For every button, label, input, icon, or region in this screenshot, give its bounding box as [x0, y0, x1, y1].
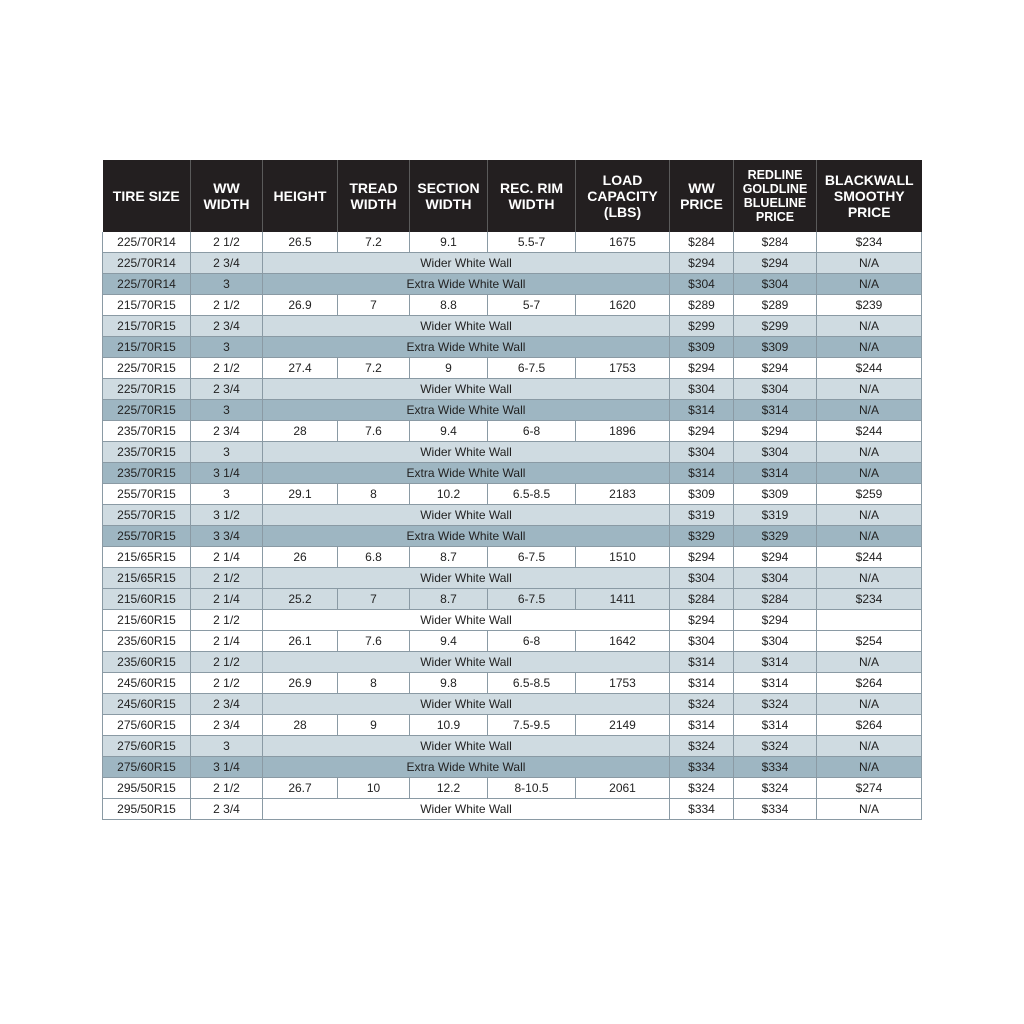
table-cell: 3	[191, 484, 263, 505]
table-row	[103, 526, 922, 547]
table-cell: $294	[670, 547, 734, 568]
table-cell: $324	[734, 736, 817, 757]
table-cell: 225/70R15	[103, 400, 191, 421]
wall-type-cell: Extra Wide White Wall	[263, 463, 670, 484]
table-cell: 12.2	[410, 778, 488, 799]
table-cell: 8.8	[410, 295, 488, 316]
table-cell: 7	[338, 589, 410, 610]
header-line: WIDTH	[508, 196, 555, 212]
table-cell: $289	[734, 295, 817, 316]
table-cell: 245/60R15	[103, 673, 191, 694]
column-header-blackwall-smoothy-price	[817, 160, 922, 232]
table-cell: $304	[734, 568, 817, 589]
table-cell: 275/60R15	[103, 757, 191, 778]
table-cell: 3 1/4	[191, 757, 263, 778]
table-cell: 235/70R15	[103, 463, 191, 484]
table-cell: 26.5	[263, 232, 338, 253]
table-row	[103, 337, 922, 358]
table-cell: $304	[670, 631, 734, 652]
header-line: WW	[213, 180, 240, 196]
header-line: SMOOTHY	[833, 188, 905, 204]
table-cell: $334	[734, 757, 817, 778]
table-cell: $294	[734, 253, 817, 274]
column-header-load-capacity	[576, 160, 670, 232]
header-line: SECTION	[417, 180, 480, 196]
column-header-ww-width	[191, 160, 263, 232]
table-row	[103, 358, 922, 379]
table-cell: 9.8	[410, 673, 488, 694]
table-row	[103, 736, 922, 757]
wall-type-cell: Extra Wide White Wall	[263, 337, 670, 358]
column-header-tread-width	[338, 160, 410, 232]
table-row	[103, 757, 922, 778]
table-cell: 28	[263, 421, 338, 442]
header-line: PRICE	[680, 196, 723, 212]
header-line: HEIGHT	[273, 188, 327, 204]
table-cell: 27.4	[263, 358, 338, 379]
table-row	[103, 274, 922, 295]
table-row	[103, 232, 922, 253]
table-cell: 2 1/2	[191, 295, 263, 316]
table-cell: 3 1/2	[191, 505, 263, 526]
table-cell: 2 1/4	[191, 589, 263, 610]
table-cell: $314	[670, 652, 734, 673]
table-cell: N/A	[817, 568, 922, 589]
table-cell: 9.4	[410, 421, 488, 442]
table-cell: $334	[734, 799, 817, 820]
header-line: TIRE SIZE	[112, 188, 180, 204]
table-cell: $294	[734, 610, 817, 631]
table-cell: 3	[191, 736, 263, 757]
table-cell: $314	[670, 673, 734, 694]
table-cell: N/A	[817, 316, 922, 337]
table-cell: N/A	[817, 463, 922, 484]
table-row	[103, 589, 922, 610]
table-cell: 2 1/2	[191, 610, 263, 631]
table-cell: $319	[670, 505, 734, 526]
table-cell: $244	[817, 547, 922, 568]
table-cell: $284	[734, 232, 817, 253]
header-line: BLACKWALL	[824, 172, 914, 188]
table-cell: $314	[734, 463, 817, 484]
table-cell: 7.2	[338, 232, 410, 253]
table-cell: 225/70R15	[103, 358, 191, 379]
table-cell: $304	[734, 631, 817, 652]
header-line: LOAD	[602, 172, 643, 188]
table-cell: $234	[817, 589, 922, 610]
header-line: BLUELINE	[743, 196, 807, 210]
table-cell: 2 3/4	[191, 379, 263, 400]
table-cell: $309	[670, 337, 734, 358]
table-cell: 2 3/4	[191, 253, 263, 274]
table-cell: 235/70R15	[103, 442, 191, 463]
table-cell: 1510	[576, 547, 670, 568]
table-cell: $259	[817, 484, 922, 505]
table-cell: N/A	[817, 694, 922, 715]
wall-type-cell: Wider White Wall	[263, 442, 670, 463]
table-row	[103, 379, 922, 400]
table-cell: 1620	[576, 295, 670, 316]
table-cell: $294	[670, 421, 734, 442]
table-cell: N/A	[817, 799, 922, 820]
header-line: WIDTH	[425, 196, 472, 212]
table-cell: 1896	[576, 421, 670, 442]
table-cell: $304	[670, 274, 734, 295]
table-cell: N/A	[817, 253, 922, 274]
table-cell: $284	[670, 232, 734, 253]
table-cell: 5-7	[488, 295, 576, 316]
table-cell: $324	[670, 778, 734, 799]
table-cell: 10.2	[410, 484, 488, 505]
table-cell: 3	[191, 337, 263, 358]
table-cell: $309	[670, 484, 734, 505]
table-cell: 2 3/4	[191, 316, 263, 337]
column-header-ww-price	[670, 160, 734, 232]
table-cell: 1753	[576, 673, 670, 694]
table-cell: $314	[670, 715, 734, 736]
table-cell: $299	[734, 316, 817, 337]
table-cell: $319	[734, 505, 817, 526]
table-cell: 6.8	[338, 547, 410, 568]
wall-type-cell: Wider White Wall	[263, 253, 670, 274]
table-cell: 7	[338, 295, 410, 316]
table-cell: $294	[734, 358, 817, 379]
column-header-tire-size	[103, 160, 191, 232]
table-cell: 215/60R15	[103, 589, 191, 610]
table-row	[103, 400, 922, 421]
table-cell: 8.7	[410, 589, 488, 610]
table-cell: N/A	[817, 379, 922, 400]
table-cell: 295/50R15	[103, 778, 191, 799]
table-cell: 6-7.5	[488, 589, 576, 610]
table-cell: $324	[670, 736, 734, 757]
header-row	[103, 160, 922, 232]
table-row	[103, 694, 922, 715]
table-cell: $324	[670, 694, 734, 715]
table-cell: 2149	[576, 715, 670, 736]
table-cell: $334	[670, 757, 734, 778]
table-cell: $309	[734, 484, 817, 505]
table-cell: 2183	[576, 484, 670, 505]
table-cell: 3	[191, 400, 263, 421]
table-cell: 3 3/4	[191, 526, 263, 547]
wall-type-cell: Wider White Wall	[263, 610, 670, 631]
table-cell: 9	[338, 715, 410, 736]
table-cell: 2 1/2	[191, 232, 263, 253]
table-cell: 6.5-8.5	[488, 484, 576, 505]
table-cell: 7.2	[338, 358, 410, 379]
table-cell: 6-7.5	[488, 358, 576, 379]
table-cell: 215/70R15	[103, 295, 191, 316]
column-header-height	[263, 160, 338, 232]
table-cell: $304	[670, 379, 734, 400]
table-cell: 275/60R15	[103, 715, 191, 736]
table-row	[103, 316, 922, 337]
table-cell: 245/60R15	[103, 694, 191, 715]
table-cell: 26.9	[263, 673, 338, 694]
table-cell: 235/70R15	[103, 421, 191, 442]
header-line: TREAD	[349, 180, 398, 196]
wall-type-cell: Wider White Wall	[263, 736, 670, 757]
header-line: PRICE	[847, 204, 891, 220]
table-row	[103, 421, 922, 442]
wall-type-cell: Wider White Wall	[263, 652, 670, 673]
table-cell: 10	[338, 778, 410, 799]
table-cell: 1411	[576, 589, 670, 610]
table-row	[103, 568, 922, 589]
table-cell: $324	[734, 694, 817, 715]
table-cell: 2 3/4	[191, 715, 263, 736]
table-row	[103, 778, 922, 799]
tire-size-table	[102, 160, 922, 820]
table-cell: N/A	[817, 757, 922, 778]
table-cell: N/A	[817, 736, 922, 757]
table-cell: 215/70R15	[103, 337, 191, 358]
table-cell: 26.7	[263, 778, 338, 799]
table-cell: 26.9	[263, 295, 338, 316]
table-header	[103, 160, 922, 232]
header-line: CAPACITY	[587, 188, 658, 204]
table-cell: N/A	[817, 505, 922, 526]
table-row	[103, 652, 922, 673]
table-cell: 1675	[576, 232, 670, 253]
table-cell: $294	[670, 358, 734, 379]
table-cell: 6-8	[488, 631, 576, 652]
table-cell: 235/60R15	[103, 652, 191, 673]
header-line: WIDTH	[350, 196, 397, 212]
table-cell: 2 3/4	[191, 799, 263, 820]
table-cell: 215/70R15	[103, 316, 191, 337]
table-cell: 5.5-7	[488, 232, 576, 253]
table-cell: $314	[734, 652, 817, 673]
table-cell: 6.5-8.5	[488, 673, 576, 694]
table-cell: 3	[191, 274, 263, 295]
table-cell: $304	[670, 568, 734, 589]
table-cell: 2 3/4	[191, 694, 263, 715]
table-cell: N/A	[817, 652, 922, 673]
table-cell: $314	[734, 673, 817, 694]
table-cell: 9.4	[410, 631, 488, 652]
table-cell: N/A	[817, 337, 922, 358]
table-cell: 215/60R15	[103, 610, 191, 631]
table-cell: 255/70R15	[103, 505, 191, 526]
table-cell: 255/70R15	[103, 526, 191, 547]
table-cell: 7.6	[338, 421, 410, 442]
table-cell: 255/70R15	[103, 484, 191, 505]
wall-type-cell: Wider White Wall	[263, 799, 670, 820]
table-cell: 225/70R14	[103, 274, 191, 295]
column-header-section-width	[410, 160, 488, 232]
table-cell: $314	[670, 400, 734, 421]
table-row	[103, 442, 922, 463]
table-cell: N/A	[817, 526, 922, 547]
table-cell: 1642	[576, 631, 670, 652]
table-cell: 2 1/2	[191, 568, 263, 589]
table-cell: $294	[734, 547, 817, 568]
column-header-rec-rim-width	[488, 160, 576, 232]
table-cell: 2 1/2	[191, 652, 263, 673]
table-cell: 2 1/4	[191, 631, 263, 652]
table-cell: $244	[817, 358, 922, 379]
table-cell: 8-10.5	[488, 778, 576, 799]
wall-type-cell: Extra Wide White Wall	[263, 526, 670, 547]
table-cell: 225/70R14	[103, 232, 191, 253]
table-cell: 9	[410, 358, 488, 379]
wall-type-cell: Extra Wide White Wall	[263, 400, 670, 421]
wall-type-cell: Wider White Wall	[263, 568, 670, 589]
wall-type-cell: Wider White Wall	[263, 694, 670, 715]
table-row	[103, 631, 922, 652]
table-cell: $314	[734, 400, 817, 421]
table-row	[103, 715, 922, 736]
table-cell: $299	[670, 316, 734, 337]
header-line: (LBS)	[603, 204, 642, 220]
table-cell: $239	[817, 295, 922, 316]
table-cell: $304	[734, 442, 817, 463]
table-cell: $304	[734, 274, 817, 295]
table-cell: 215/65R15	[103, 568, 191, 589]
wall-type-cell: Wider White Wall	[263, 505, 670, 526]
table-cell: N/A	[817, 274, 922, 295]
wall-type-cell: Wider White Wall	[263, 379, 670, 400]
table-row	[103, 547, 922, 568]
table-cell: 295/50R15	[103, 799, 191, 820]
table-row	[103, 253, 922, 274]
table-cell: $284	[670, 589, 734, 610]
table-cell: 9.1	[410, 232, 488, 253]
table-cell: 2 1/2	[191, 358, 263, 379]
header-line: WIDTH	[203, 196, 250, 212]
table-cell: 6-8	[488, 421, 576, 442]
table-cell: N/A	[817, 442, 922, 463]
table-cell: 7.6	[338, 631, 410, 652]
header-line: REDLINE	[747, 168, 803, 182]
table-cell: 25.2	[263, 589, 338, 610]
table-cell: 215/65R15	[103, 547, 191, 568]
table-cell: $264	[817, 673, 922, 694]
table-cell: $314	[670, 463, 734, 484]
table-cell: $304	[670, 442, 734, 463]
table-cell: 3 1/4	[191, 463, 263, 484]
table-cell: 8	[338, 484, 410, 505]
table-cell: 235/60R15	[103, 631, 191, 652]
table-cell: $274	[817, 778, 922, 799]
table-cell: $329	[670, 526, 734, 547]
wall-type-cell: Extra Wide White Wall	[263, 757, 670, 778]
header-line: WW	[688, 180, 715, 196]
table-cell: 28	[263, 715, 338, 736]
table-cell: 1753	[576, 358, 670, 379]
table-row	[103, 610, 922, 631]
table-cell: $334	[670, 799, 734, 820]
table-row	[103, 295, 922, 316]
table-cell: 6-7.5	[488, 547, 576, 568]
table-cell: $264	[817, 715, 922, 736]
table-cell: $304	[734, 379, 817, 400]
table-row	[103, 505, 922, 526]
table-row	[103, 463, 922, 484]
table-cell: 2 1/4	[191, 547, 263, 568]
table-cell: $284	[734, 589, 817, 610]
table-body	[103, 232, 922, 820]
table-cell: N/A	[817, 400, 922, 421]
table-cell: $289	[670, 295, 734, 316]
table-row	[103, 673, 922, 694]
table-cell: $294	[670, 610, 734, 631]
table-cell: $234	[817, 232, 922, 253]
wall-type-cell: Extra Wide White Wall	[263, 274, 670, 295]
table-cell: 26.1	[263, 631, 338, 652]
table-cell: 7.5-9.5	[488, 715, 576, 736]
table-cell: 8	[338, 673, 410, 694]
table-row	[103, 484, 922, 505]
table-cell: $244	[817, 421, 922, 442]
table-cell: 3	[191, 442, 263, 463]
table-cell: $329	[734, 526, 817, 547]
table-cell: $294	[734, 421, 817, 442]
table-cell: $309	[734, 337, 817, 358]
table-cell: 2 3/4	[191, 421, 263, 442]
table-cell: $324	[734, 778, 817, 799]
header-line: REC. RIM	[500, 180, 563, 196]
table-row	[103, 799, 922, 820]
column-header-redline-goldline-blueline-price	[734, 160, 817, 232]
table-cell: 2 1/2	[191, 778, 263, 799]
table-cell: 29.1	[263, 484, 338, 505]
table-cell: $314	[734, 715, 817, 736]
table-cell: $294	[670, 253, 734, 274]
table-cell: 275/60R15	[103, 736, 191, 757]
table-cell: 26	[263, 547, 338, 568]
table-cell: 8.7	[410, 547, 488, 568]
table-cell: 225/70R15	[103, 379, 191, 400]
table-cell	[817, 610, 922, 631]
table-cell: 10.9	[410, 715, 488, 736]
table-cell: 225/70R14	[103, 253, 191, 274]
table-cell: $254	[817, 631, 922, 652]
table-cell: 2 1/2	[191, 673, 263, 694]
wall-type-cell: Wider White Wall	[263, 316, 670, 337]
header-line: GOLDLINE	[742, 182, 808, 196]
header-line: PRICE	[755, 210, 795, 224]
table-cell: 2061	[576, 778, 670, 799]
